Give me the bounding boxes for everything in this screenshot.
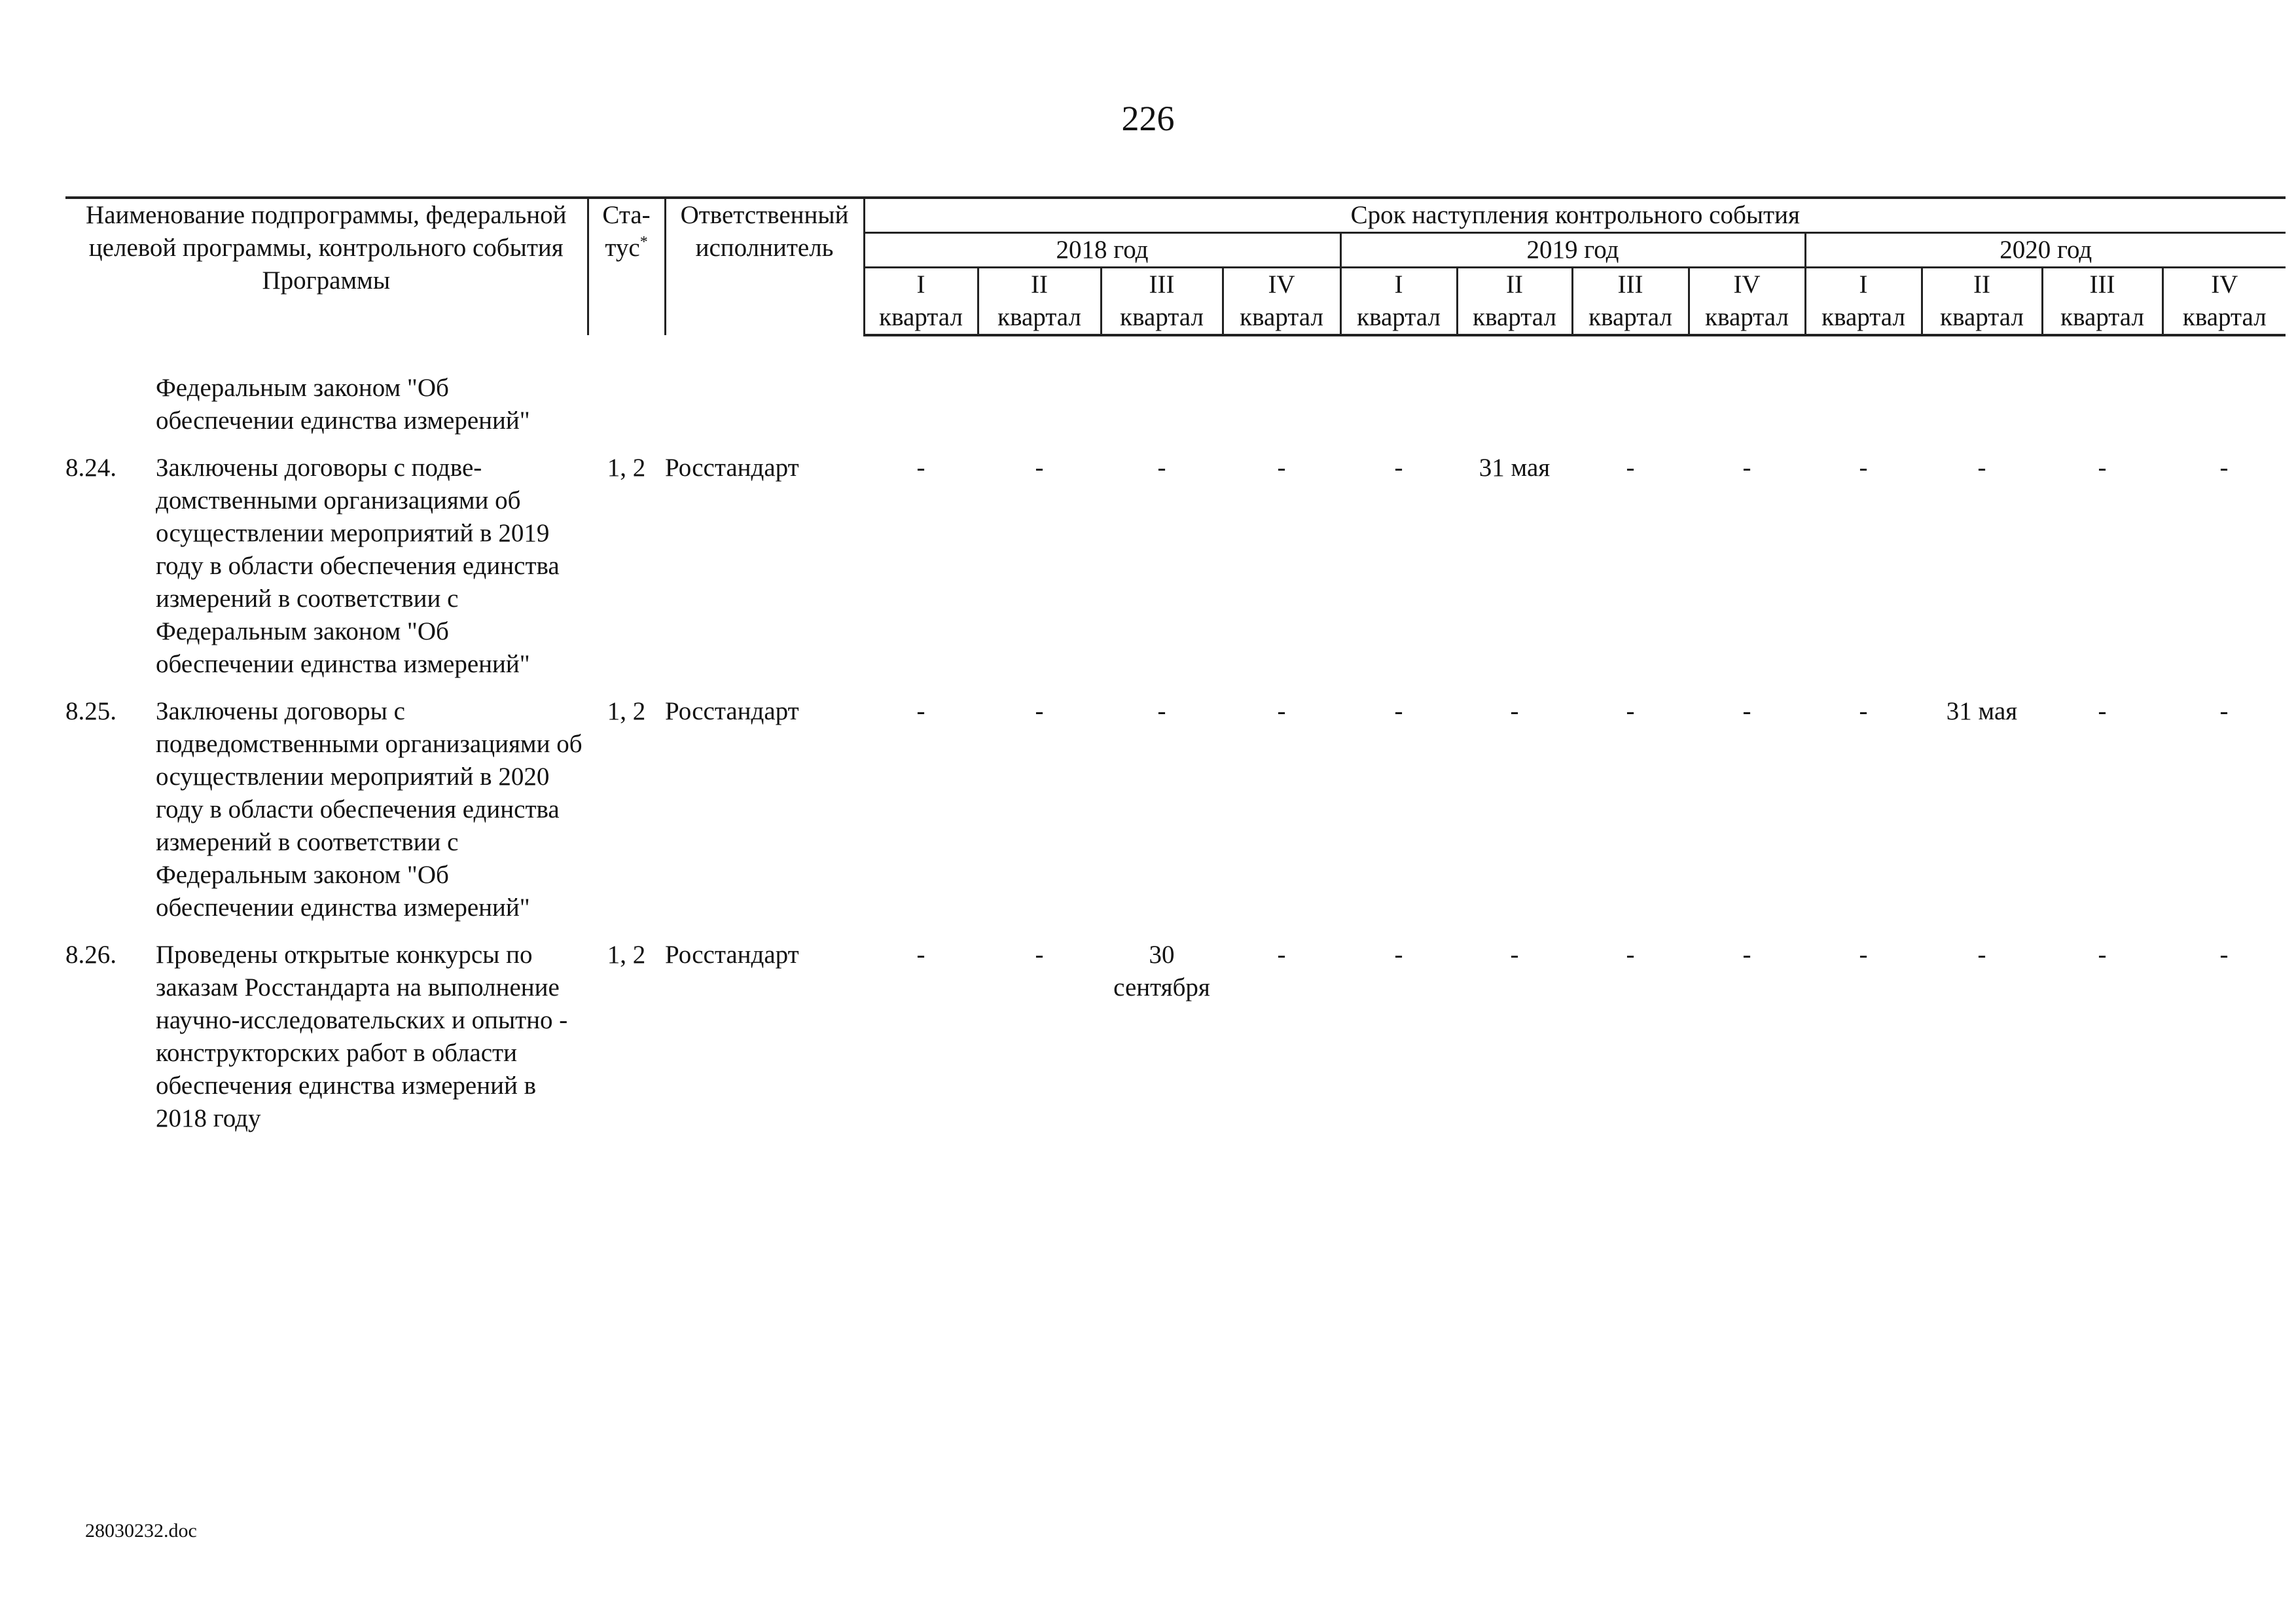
quarter-cell: - (1859, 941, 1868, 969)
quarter-cell: - (1859, 454, 1868, 482)
quarter-cell: - (2098, 697, 2107, 725)
quarter-number: III (1149, 270, 1175, 298)
quarter-cell: - (1035, 454, 1044, 482)
quarter-cell: - (1035, 941, 1044, 969)
quarter-cell: - (2219, 941, 2229, 969)
quarter-word: квартал (879, 303, 963, 331)
row-responsible: Росстандарт (665, 454, 799, 482)
quarter-word: квартал (1821, 303, 1905, 331)
event-name: Проведены открытые конкурсы по заказам Росстандарта на выполнение научно-исследовательских и опытно - конструкторских работ в области обеспечения единства измерений в 2018 году (156, 941, 568, 1132)
quarter-word: квартал (997, 303, 1081, 331)
quarter-cell: - (2098, 941, 2107, 969)
quarter-number: II (1031, 270, 1048, 298)
quarter-cell: - (1742, 941, 1751, 969)
quarter-cell: - (1394, 454, 1403, 482)
quarter-cell: - (1277, 941, 1286, 969)
quarter-cell: - (1859, 697, 1868, 725)
quarter-number: III (1617, 270, 1643, 298)
quarter-cell: - (1977, 454, 1986, 482)
header-year: 2020 год (1805, 233, 2286, 268)
quarter-cell: - (1157, 697, 1166, 725)
table-row (65, 681, 2286, 924)
quarter-cell: - (1742, 454, 1751, 482)
quarter-number: I (1394, 270, 1403, 298)
header-quarter (978, 268, 1101, 336)
page-number: 226 (1121, 99, 1175, 138)
quarter-cell: - (1977, 941, 1986, 969)
row-responsible: Росстандарт (665, 941, 799, 969)
quarter-cell: - (2219, 697, 2229, 725)
header-quarter (1805, 268, 1922, 336)
quarter-number: III (2089, 270, 2115, 298)
quarter-word: квартал (1357, 303, 1441, 331)
quarter-cell: - (916, 941, 925, 969)
header-quarter (1340, 268, 1457, 336)
quarter-number: IV (1268, 270, 1295, 298)
quarter-cell: - (1277, 697, 1286, 725)
header-quarter (1457, 268, 1572, 336)
quarter-word: квартал (1120, 303, 1204, 331)
header-status (588, 198, 665, 335)
quarter-cell: 31 мая (1946, 697, 2018, 725)
header-deadline: Срок наступления контрольного события (864, 198, 2286, 233)
quarter-cell: - (2098, 454, 2107, 482)
table-body (65, 335, 2286, 1135)
row-status: 1, 2 (607, 941, 646, 969)
quarter-number: IV (1733, 270, 1761, 298)
continuation-text: Федеральным законом "Об обеспечении единства измерений" (156, 374, 530, 435)
quarter-cell: - (1510, 697, 1519, 725)
quarter-word: квартал (1940, 303, 2024, 331)
quarter-number: I (916, 270, 925, 298)
quarter-cell: - (916, 454, 925, 482)
header-quarter (864, 268, 978, 336)
file-name: 28030232.doc (85, 1520, 197, 1542)
table-header (65, 198, 2286, 335)
quarter-word: квартал (1473, 303, 1556, 331)
status-footnote-mark: * (639, 234, 648, 251)
row-responsible: Росстандарт (665, 697, 799, 725)
table-row (65, 924, 2286, 1135)
quarter-number: I (1859, 270, 1868, 298)
row-number: 8.25. (65, 697, 117, 725)
row-number: 8.26. (65, 941, 117, 969)
row-status: 1, 2 (607, 697, 646, 725)
quarter-number: II (1506, 270, 1523, 298)
table-row (65, 437, 2286, 681)
header-quarter (1922, 268, 2042, 336)
quarter-cell: - (1626, 697, 1635, 725)
quarter-cell: - (916, 697, 925, 725)
header-year: 2018 год (864, 233, 1340, 268)
quarter-cell: - (1510, 941, 1519, 969)
quarter-number: IV (2211, 270, 2238, 298)
row-number: 8.24. (65, 454, 117, 482)
event-name: Заключены договоры с подведомственными организациями об осуществлении мероприятий в 2020 году в области обеспечения единства измерений в соответствии с Федеральным законом "Об обеспечении единства измерений" (156, 697, 583, 922)
header-quarter (1572, 268, 1689, 336)
header-quarter (1101, 268, 1223, 336)
header-name: Наименование подпрограммы, федеральной целевой программы, контрольного события Программы (65, 198, 588, 335)
row-status: 1, 2 (607, 454, 646, 482)
event-name: Заключены договоры с подве-домственными организациями об осуществлении мероприятий в 2019 году в области обеспечения единства измерений в соответствии с Федеральным законом "Об обеспечении единства измерений" (156, 454, 560, 678)
header-quarter (2162, 268, 2286, 336)
header-quarter (1689, 268, 1805, 336)
quarter-word: квартал (1705, 303, 1789, 331)
header-status-label: Ста-тус (602, 201, 651, 262)
quarter-cell: - (1157, 454, 1166, 482)
header-quarter (1223, 268, 1340, 336)
quarter-cell: - (1277, 454, 1286, 482)
quarter-cell: - (1394, 697, 1403, 725)
quarter-cell: - (1035, 697, 1044, 725)
header-responsible: Ответственный исполнитель (665, 198, 864, 335)
quarter-word: квартал (2060, 303, 2144, 331)
quarter-number: II (1973, 270, 1990, 298)
control-events-table (65, 196, 2286, 1135)
quarter-cell: - (1626, 454, 1635, 482)
quarter-word: квартал (2182, 303, 2267, 331)
quarter-word: квартал (1240, 303, 1323, 331)
header-year: 2019 год (1340, 233, 1805, 268)
quarter-cell: 31 мая (1479, 454, 1551, 482)
quarter-cell: - (2219, 454, 2229, 482)
quarter-cell: 30 сентября (1113, 941, 1210, 1001)
quarter-word: квартал (1588, 303, 1672, 331)
quarter-cell: - (1394, 941, 1403, 969)
header-quarter (2042, 268, 2162, 336)
quarter-cell: - (1626, 941, 1635, 969)
quarter-cell: - (1742, 697, 1751, 725)
